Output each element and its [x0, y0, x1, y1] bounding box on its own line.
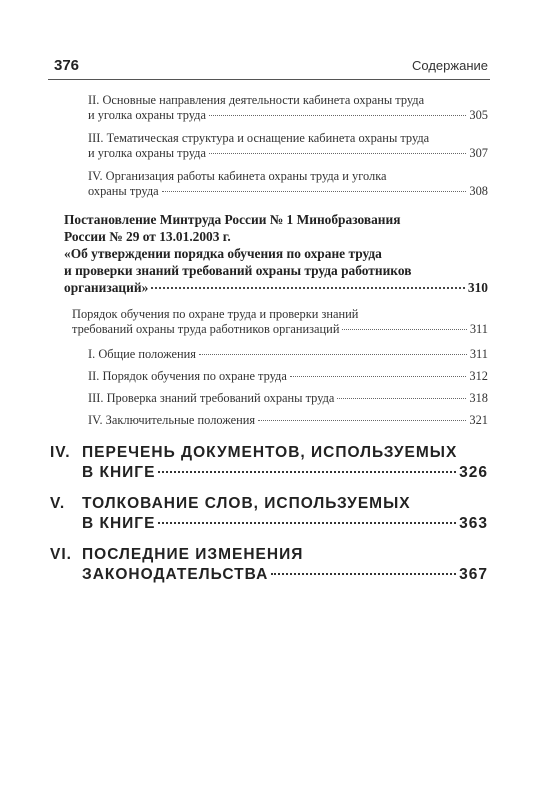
- page-ref: 321: [469, 413, 488, 427]
- decree-text: Постановление Минтруда России № 1 Минобразования: [64, 212, 401, 227]
- chapter-number: IV.: [50, 444, 71, 461]
- section-title: Содержание: [412, 58, 488, 73]
- decree-text: «Об утверждении порядка обучения по охране труда: [64, 246, 382, 261]
- leader-dots: [151, 287, 465, 289]
- entry-text: требований охраны труда работников организаций: [72, 322, 340, 336]
- decree-entry: [64, 211, 488, 296]
- entry-text: III. Проверка знаний требований охраны труда: [88, 391, 335, 405]
- toc-entry: [88, 93, 488, 123]
- header-rule: [48, 79, 490, 80]
- leader-dots: [158, 522, 456, 524]
- leader-dots: [290, 376, 467, 377]
- chapter-title: ТОЛКОВАНИЕ СЛОВ, ИСПОЛЬЗУЕМЫХ: [82, 495, 411, 512]
- entry-text: охраны труда: [88, 184, 159, 198]
- entry-text: II. Порядок обучения по охране труда: [88, 369, 287, 383]
- toc-entry: [88, 131, 488, 161]
- chapter-number: VI.: [50, 546, 72, 563]
- toc-subentry: [88, 413, 488, 428]
- page-ref: 312: [469, 369, 488, 383]
- page-ref: 326: [459, 464, 488, 481]
- page-header: [54, 57, 488, 77]
- leader-dots: [199, 354, 467, 355]
- chapter-title: В КНИГЕ: [82, 515, 156, 532]
- procedure-entry: [72, 307, 488, 337]
- chapter-number: V.: [50, 495, 66, 512]
- page-ref: 318: [469, 391, 488, 405]
- leader-dots: [209, 115, 466, 116]
- leader-dots: [209, 153, 466, 154]
- page-ref: 311: [469, 347, 488, 361]
- leader-dots: [162, 191, 467, 192]
- entry-text: и уголка охраны труда: [88, 108, 206, 122]
- page-number: 376: [54, 57, 80, 74]
- chapter-entry: [50, 494, 488, 534]
- chapter-title: ПЕРЕЧЕНЬ ДОКУМЕНТОВ, ИСПОЛЬЗУЕМЫХ: [82, 444, 458, 461]
- page-ref: 310: [467, 280, 488, 295]
- page-ref: 367: [459, 566, 488, 583]
- leader-dots: [271, 573, 456, 575]
- chapter-entry: [50, 443, 488, 483]
- toc-subentry: [88, 347, 488, 362]
- chapter-title: В КНИГЕ: [82, 464, 156, 481]
- leader-dots: [258, 420, 466, 421]
- page-ref: 311: [469, 322, 488, 336]
- decree-text: организаций»: [64, 280, 149, 295]
- leader-dots: [342, 329, 466, 330]
- page-ref: 308: [469, 184, 488, 198]
- entry-text: II. Основные направления деятельности кабинета охраны труда: [88, 93, 425, 107]
- entry-text: и уголка охраны труда: [88, 146, 206, 160]
- decree-text: и проверки знаний требований охраны труда работников: [64, 263, 412, 278]
- toc-subentry: [88, 369, 488, 384]
- leader-dots: [158, 471, 456, 473]
- chapter-title: ЗАКОНОДАТЕЛЬСТВА: [82, 566, 269, 583]
- entry-text: I. Общие положения: [88, 347, 196, 361]
- page-ref: 305: [469, 108, 488, 122]
- entry-text: III. Тематическая структура и оснащение кабинета охраны труда: [88, 131, 430, 145]
- entry-text: IV. Заключительные положения: [88, 413, 256, 427]
- toc-subentry: [88, 391, 488, 406]
- page-ref: 363: [459, 515, 488, 532]
- page-ref: 307: [469, 146, 488, 160]
- entry-text: IV. Организация работы кабинета охраны труда и уголка: [88, 169, 387, 183]
- decree-text: России № 29 от 13.01.2003 г.: [64, 229, 231, 244]
- leader-dots: [337, 398, 466, 399]
- chapter-title: ПОСЛЕДНИЕ ИЗМЕНЕНИЯ: [82, 546, 304, 563]
- entry-text: Порядок обучения по охране труда и проверки знаний: [72, 307, 359, 321]
- toc-entry: [88, 169, 488, 199]
- chapter-entry: [50, 545, 488, 585]
